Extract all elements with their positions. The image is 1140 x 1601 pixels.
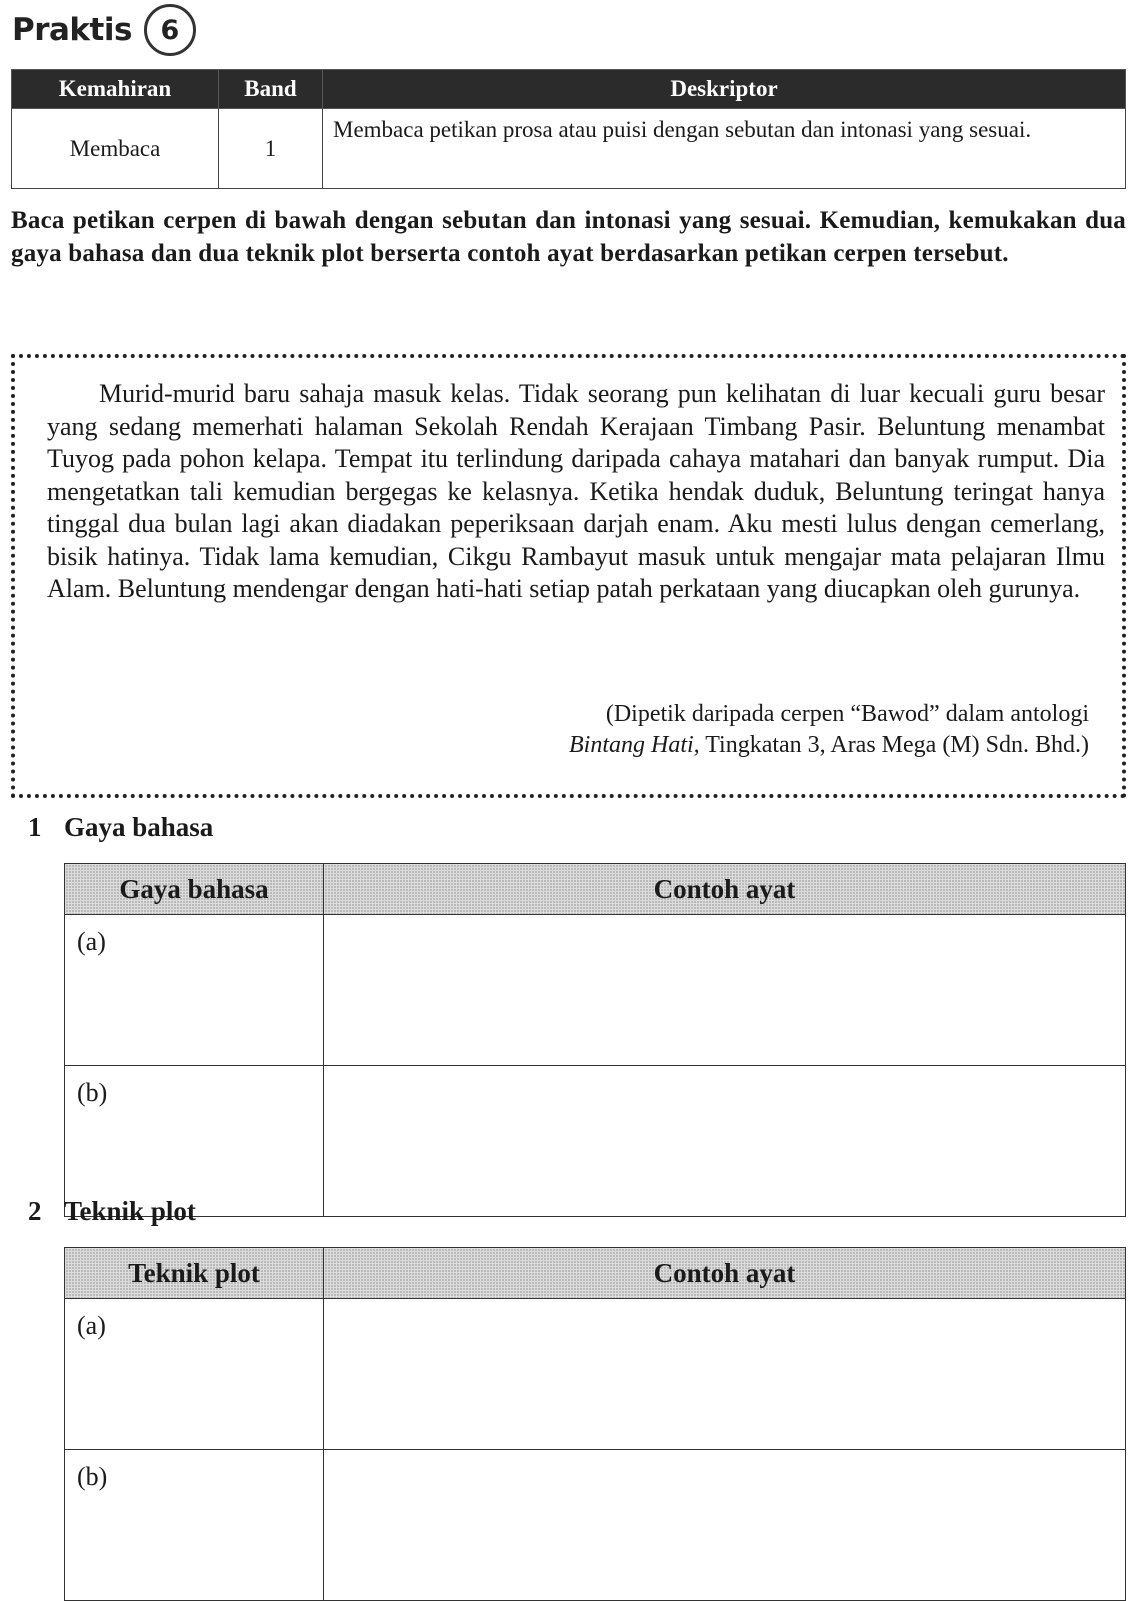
answer-row-b xyxy=(65,1066,1126,1217)
question-1-heading xyxy=(28,812,213,843)
descriptor-cell: Membaca petikan prosa atau puisi dengan sebutan dan intonasi yang sesuai. xyxy=(323,109,1126,189)
skill-table xyxy=(11,69,1126,189)
question-1-number: 1 xyxy=(28,812,42,842)
answer-label-a[interactable]: (a) xyxy=(65,1299,324,1450)
answer-label-a[interactable]: (a) xyxy=(65,915,324,1066)
gaya-bahasa-table xyxy=(64,863,1126,1217)
teknik-plot-table xyxy=(64,1247,1126,1601)
passage-source xyxy=(389,699,1089,761)
contoh-ayat-col-header: Contoh ayat xyxy=(324,864,1126,915)
practice-title: Praktis xyxy=(12,12,132,48)
answer-example-a[interactable] xyxy=(324,1299,1126,1450)
practice-number-badge: 6 xyxy=(144,4,196,56)
answer-row-b xyxy=(65,1450,1126,1601)
teknik-plot-header-row xyxy=(65,1248,1126,1299)
answer-row-a xyxy=(65,915,1126,1066)
answer-example-a[interactable] xyxy=(324,915,1126,1066)
answer-row-a xyxy=(65,1299,1126,1450)
question-2-number: 2 xyxy=(28,1196,42,1226)
answer-example-b[interactable] xyxy=(324,1450,1126,1601)
passage-text: Murid-murid baru sahaja masuk kelas. Tidak seorang pun kelihatan di luar kecuali guru besar yang sedang memerhati halaman Sekolah Rendah Kerajaan Timbang Pasir. Beluntung menambat Tuyog pada pohon kelapa. Tempat itu terlindung daripada cahaya matahari dan banyak rumput. Dia mengetatkan tali kemudian bergegas ke kelasnya. Ketika hendak duduk, Beluntung teringat hanya tinggal dua bulan lagi akan diadakan peperiksaan darjah enam. Aku mesti lulus dengan cemerlang, bisik hatinya. Tidak lama kemudian, Cikgu Rambayut masuk untuk mengajar mata pelajaran Ilmu Alam. Beluntung mendengar dengan hati-hati setiap patah perkataan yang diucapkan oleh gurunya. xyxy=(47,379,1105,603)
answer-label-b[interactable]: (b) xyxy=(65,1450,324,1601)
source-publisher: Tingkatan 3, Aras Mega (M) Sdn. Bhd.) xyxy=(699,732,1089,758)
contoh-ayat-col-header: Contoh ayat xyxy=(324,1248,1126,1299)
band-cell: 1 xyxy=(219,109,323,189)
source-anthology-title: Bintang Hati, xyxy=(568,732,700,758)
instruction-text: Baca petikan cerpen di bawah dengan sebutan dan intonasi yang sesuai. Kemudian, kemukakan dua gaya bahasa dan dua teknik plot berserta contoh ayat berdasarkan petikan cerpen tersebut. xyxy=(11,207,1126,267)
teknik-plot-col-header: Teknik plot xyxy=(65,1248,324,1299)
answer-example-b[interactable] xyxy=(324,1066,1126,1217)
gaya-bahasa-col-header: Gaya bahasa xyxy=(65,864,324,915)
header-kemahiran: Kemahiran xyxy=(12,70,219,109)
practice-header xyxy=(12,2,196,58)
answer-label-b[interactable]: (b) xyxy=(65,1066,324,1217)
skill-cell: Membaca xyxy=(12,109,219,189)
source-line-1: (Dipetik daripada cerpen “Bawod” dalam antologi xyxy=(605,701,1089,727)
header-band: Band xyxy=(219,70,323,109)
skill-table-row xyxy=(12,109,1126,189)
header-deskriptor: Deskriptor xyxy=(323,70,1126,109)
skill-table-header xyxy=(12,70,1126,109)
passage-box xyxy=(11,354,1126,798)
gaya-bahasa-header-row xyxy=(65,864,1126,915)
question-2-title: Teknik plot xyxy=(64,1196,196,1226)
question-2-heading xyxy=(28,1196,196,1227)
question-1-title: Gaya bahasa xyxy=(64,812,214,842)
